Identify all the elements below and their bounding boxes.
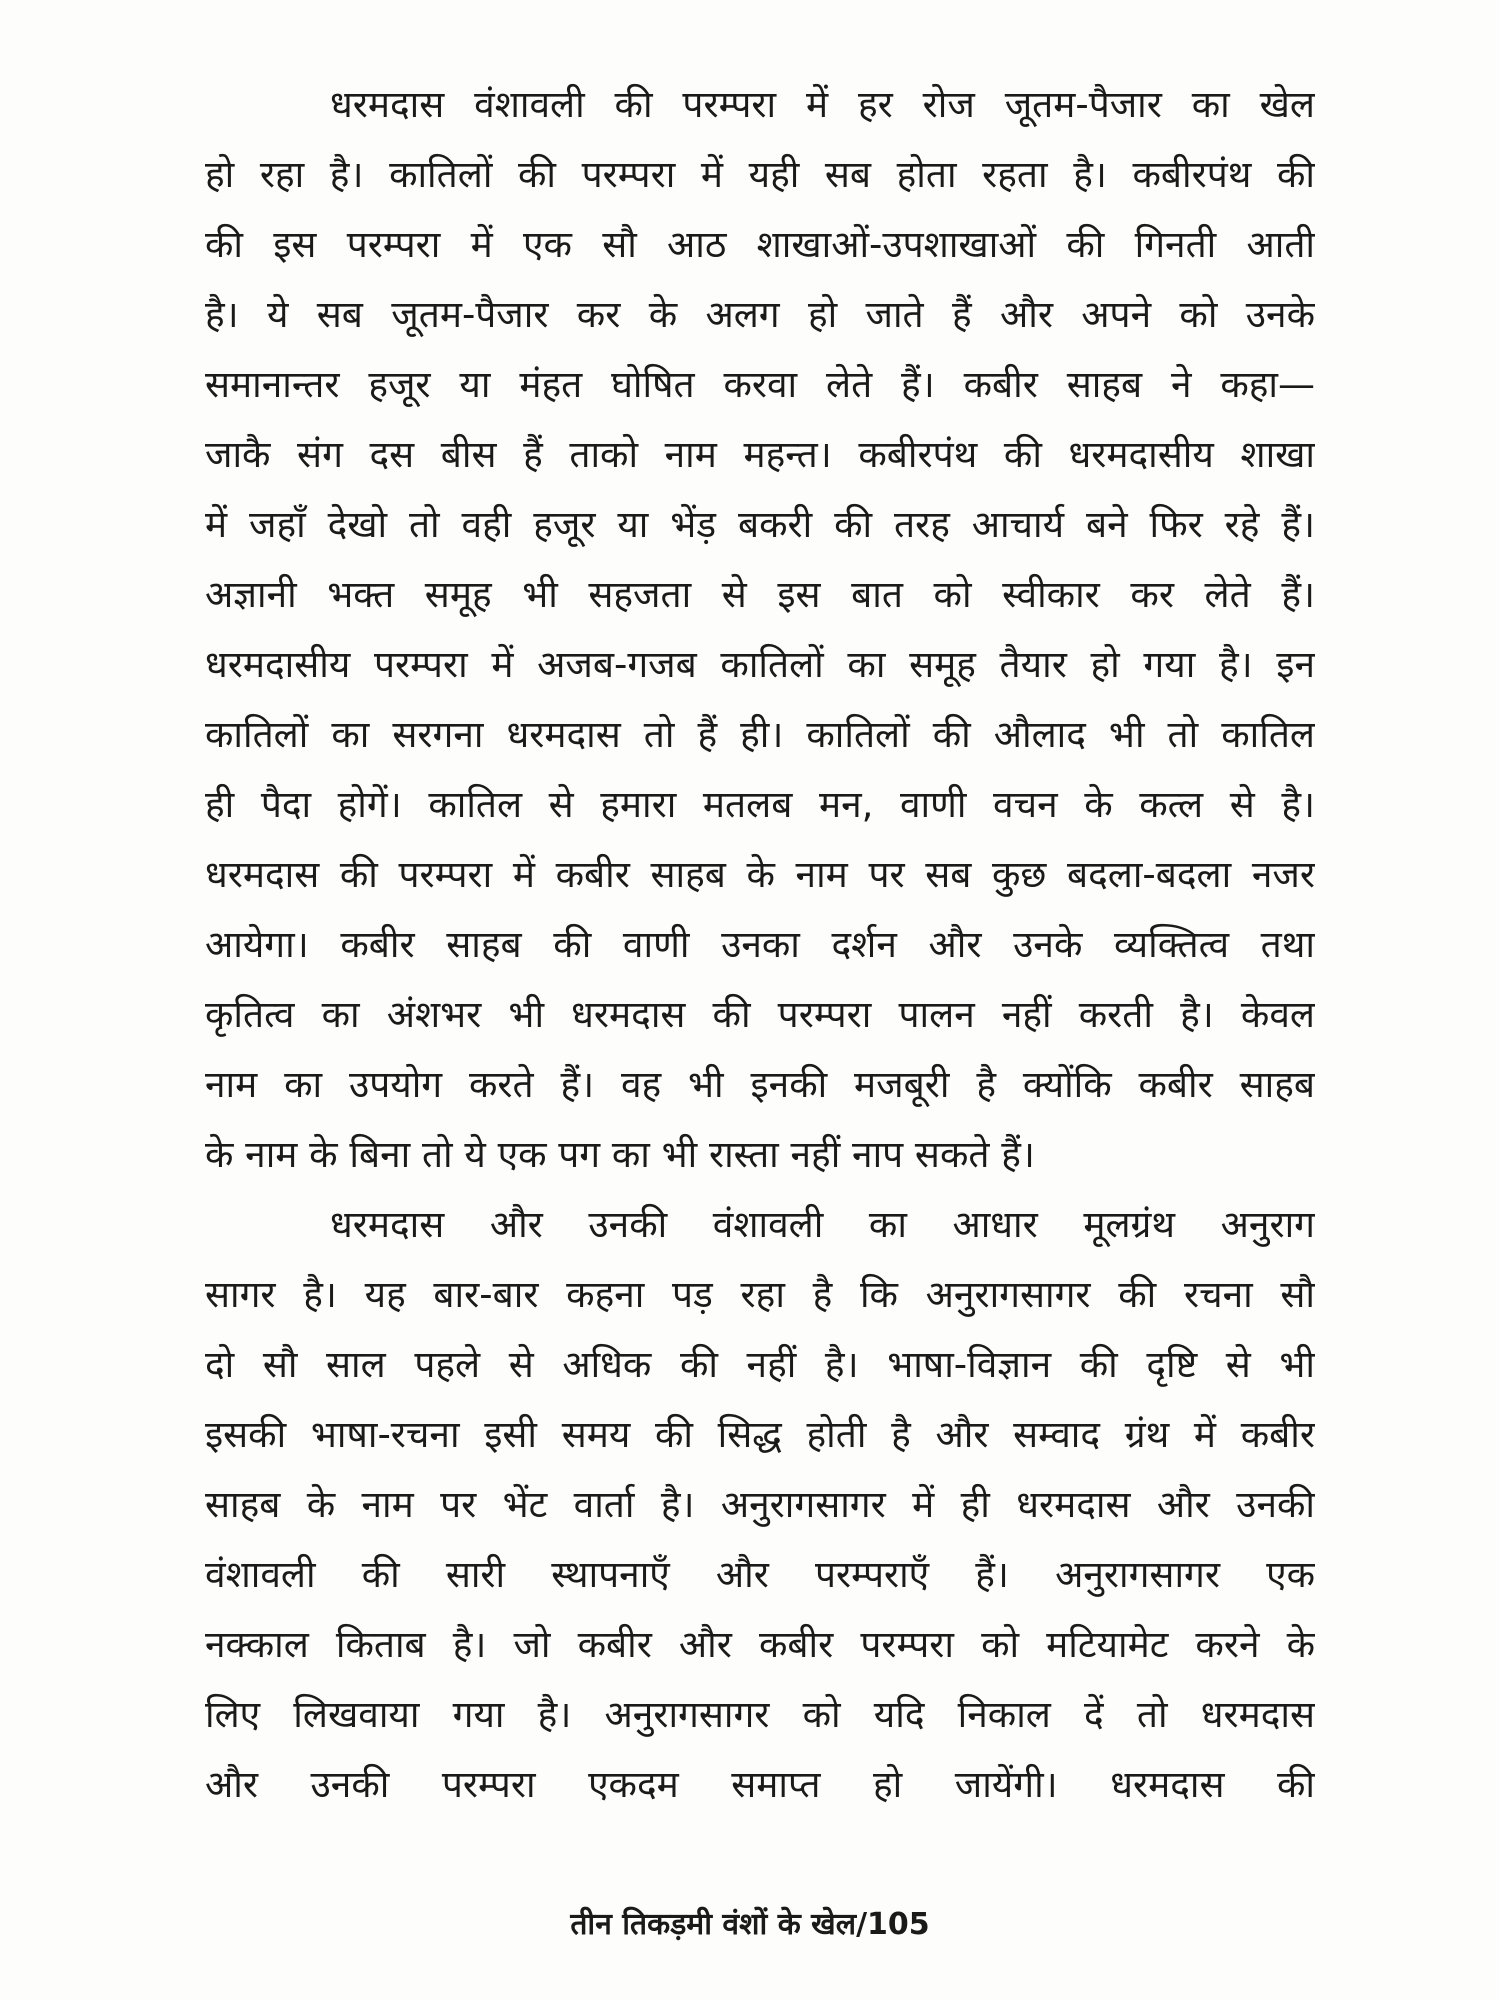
- text-line: और उनकी परम्परा एकदम समाप्त हो जायेंगी। धरमदास की: [205, 1763, 1315, 1806]
- body-text: [205, 70, 1315, 1820]
- text-line: में जहाँ देखो तो वही हजूर या भेंड़ बकरी की तरह आचार्य बने फिर रहे हैं।: [205, 503, 1315, 546]
- page-footer: तीन तिकड़मी वंशों के खेल/105: [570, 1907, 930, 1942]
- text-line: आयेगा। कबीर साहब की वाणी उनका दर्शन और उनके व्यक्तित्व तथा: [205, 923, 1315, 966]
- text-line: नक्काल किताब है। जो कबीर और कबीर परम्परा को मटियामेट करने के: [205, 1623, 1315, 1666]
- text-line: अज्ञानी भक्त समूह भी सहजता से इस बात को स्वीकार कर लेते हैं।: [205, 573, 1315, 616]
- text-line: धरमदास की परम्परा में कबीर साहब के नाम पर सब कुछ बदला-बदला नजर: [205, 853, 1315, 896]
- text-line: सागर है। यह बार-बार कहना पड़ रहा है कि अनुरागसागर की रचना सौ: [205, 1273, 1315, 1316]
- text-line: साहब के नाम पर भेंट वार्ता है। अनुरागसागर में ही धरमदास और उनकी: [205, 1483, 1315, 1526]
- text-line: जाकै संग दस बीस हैं ताको नाम महन्त। कबीरपंथ की धरमदासीय शाखा: [205, 433, 1315, 476]
- text-line: धरमदास वंशावली की परम्परा में हर रोज जूतम-पैजार का खेल: [330, 83, 1315, 126]
- text-line: धरमदासीय परम्परा में अजब-गजब कातिलों का समूह तैयार हो गया है। इन: [205, 643, 1315, 686]
- text-line: इसकी भाषा-रचना इसी समय की सिद्ध होती है और सम्वाद ग्रंथ में कबीर: [205, 1413, 1315, 1456]
- text-line: हो रहा है। कातिलों की परम्परा में यही सब होता रहता है। कबीरपंथ की: [205, 153, 1315, 196]
- text-line: है। ये सब जूतम-पैजार कर के अलग हो जाते हैं और अपने को उनके: [205, 293, 1315, 336]
- text-line: दो सौ साल पहले से अधिक की नहीं है। भाषा-विज्ञान की दृष्टि से भी: [205, 1343, 1315, 1386]
- text-line: धरमदास और उनकी वंशावली का आधार मूलग्रंथ अनुराग: [330, 1203, 1315, 1246]
- text-line: ही पैदा होगें। कातिल से हमारा मतलब मन, वाणी वचन के कत्ल से है।: [205, 783, 1315, 826]
- text-line: की इस परम्परा में एक सौ आठ शाखाओं-उपशाखाओं की गिनती आती: [205, 223, 1315, 266]
- text-line: लिए लिखवाया गया है। अनुरागसागर को यदि निकाल दें तो धरमदास: [205, 1693, 1315, 1736]
- text-line: के नाम के बिना तो ये एक पग का भी रास्ता नहीं नाप सकते हैं।: [205, 1133, 1035, 1176]
- text-line: वंशावली की सारी स्थापनाएँ और परम्पराएँ हैं। अनुरागसागर एक: [205, 1553, 1315, 1596]
- paragraph-1: [205, 70, 1315, 1190]
- paragraph-2: [205, 1190, 1315, 1820]
- text-line: कातिलों का सरगना धरमदास तो हैं ही। कातिलों की औलाद भी तो कातिल: [205, 713, 1315, 756]
- text-line: नाम का उपयोग करते हैं। वह भी इनकी मजबूरी है क्योंकि कबीर साहब: [205, 1063, 1315, 1106]
- text-line: समानान्तर हजूर या मंहत घोषित करवा लेते हैं। कबीर साहब ने कहा—: [205, 363, 1315, 406]
- text-line: कृतित्व का अंशभर भी धरमदास की परम्परा पालन नहीं करती है। केवल: [205, 993, 1315, 1036]
